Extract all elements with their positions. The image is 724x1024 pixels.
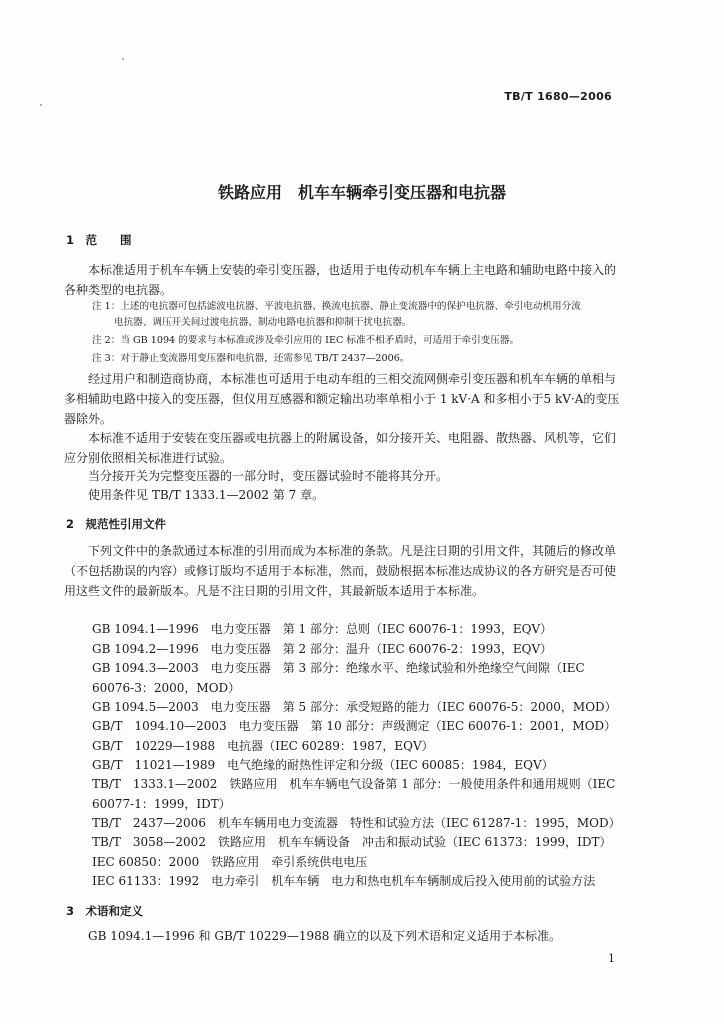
note-1-line-2: 电抗器、调压开关间过渡电抗器、制动电路电抗器和抑制干扰电抗器。 [114, 317, 412, 328]
reference-item: GB 1094.1—1996 电力变压器 第 1 部分：总则（IEC 60076-1：1993，EQV） [92, 622, 553, 636]
reference-item: IEC 61133：1992 电力牵引 机车车辆 电力和热电机车车辆制成后投入使用前的试验方法 [92, 874, 596, 888]
note-1 [92, 299, 632, 331]
standard-code: TB/T 1680—2006 [504, 90, 612, 103]
reference-item: GB/T 11021—1989 电气绝缘的耐热性评定和分级（IEC 60085：1984，EQV） [92, 758, 554, 772]
reference-item: GB 1094.2—1996 电力变压器 第 2 部分：温升（IEC 60076-2：1993，EQV） [92, 642, 553, 656]
section-2-heading: 2 规范性引用文件 [66, 517, 167, 531]
note-2: 注 2：当 GB 1094 的要求与本标准或涉及牵引应用的 IEC 标准不相矛盾时，可适用于牵引变压器。 [92, 335, 520, 346]
reference-item: GB/T 1094.10—2003 电力变压器 第 10 部分：声级测定（IEC 60076-1：2001，MOD） [92, 719, 617, 733]
section-1-heading: 1 范 围 [66, 233, 132, 247]
reference-item: IEC 60850：2000 铁路应用 牵引系统供电电压 [92, 855, 368, 869]
reference-item: GB/T 10229—1988 电抗器（IEC 60289：1987，EQV） [92, 739, 434, 753]
section-3-paragraph: GB 1094.1—1996 和 GB/T 10229—1988 确立的以及下列术语和定义适用于本标准。 [88, 929, 562, 943]
reference-item: GB 1094.5—2003 电力变压器 第 5 部分：承受短路的能力（IEC 60076-5：2000，MOD） [92, 700, 617, 714]
section-1-paragraph: 当分接开关为完整变压器的一部分时，变压器试验时不能将其分开。 [88, 469, 449, 483]
note-1-line-1: 注 1：上述的电抗器可包括滤波电抗器、平波电抗器、换流电抗器、静止变流器中的保护电抗器、牵引电动机用分流 [92, 301, 581, 312]
document-title: 铁路应用 机车车辆牵引变压器和电抗器 [217, 183, 506, 202]
reference-item: GB 1094.3—2003 电力变压器 第 3 部分：绝缘水平、绝缘试验和外绝缘空气间隙（IEC 60076-3：2000，MOD） [92, 661, 585, 695]
note-3: 注 3：对于静止变流器用变压器和电抗器，还需参见 TB/T 2437—2006。 [92, 353, 410, 364]
section-1-paragraph: 本标准不适用于安装在变压器或电抗器上的附属设备，如分接开关、电阻器、散热器、风机等，它们应分别依照相关标准进行试验。 [64, 431, 617, 465]
scan-speck [40, 104, 42, 106]
scan-speck [122, 58, 124, 60]
section-3-heading: 3 术语和定义 [66, 904, 144, 918]
section-1-paragraph: 使用条件见 TB/T 1333.1—2002 第 7 章。 [88, 488, 325, 502]
reference-item: TB/T 2437—2006 机车车辆用电力变流器 特性和试验方法（IEC 61287-1：1995，MOD） [92, 816, 621, 830]
section-2-paragraph: 下列文件中的条款通过本标准的引用而成为本标准的条款。凡是注日期的引用文件，其随后的修改单（不包括勘误的内容）或修订版均不适用于本标准，然而，鼓励根据本标准达成协议的各方研究是否可使用这些文件的最新版本。凡是不注日期的引用文件，其最新版本适用于本标准。 [64, 544, 617, 598]
reference-item: TB/T 1333.1—2002 铁路应用 机车车辆电气设备第 1 部分：一般使用条件和通用规则（IEC 60077-1：1999，IDT） [92, 777, 616, 811]
page-number: 1 [608, 952, 615, 965]
section-1-paragraph: 经过用户和制造商协商，本标准也可适用于电动车组的三相交流网侧牵引变压器和机车车辆的单相与多相辅助电路中接入的变压器，但仪用互感器和额定输出功率单相小于 1 kV·A 和多相小于5 kV·A的变压器除外。 [64, 372, 620, 426]
reference-item: TB/T 3058—2002 铁路应用 机车车辆设备 冲击和振动试验（IEC 61373：1999，IDT） [92, 835, 612, 849]
section-1-paragraph: 本标准适用于机车车辆上安装的牵引变压器，也适用于电传动机车车辆上主电路和辅助电路中接入的各种类型的电抗器。 [64, 263, 617, 297]
